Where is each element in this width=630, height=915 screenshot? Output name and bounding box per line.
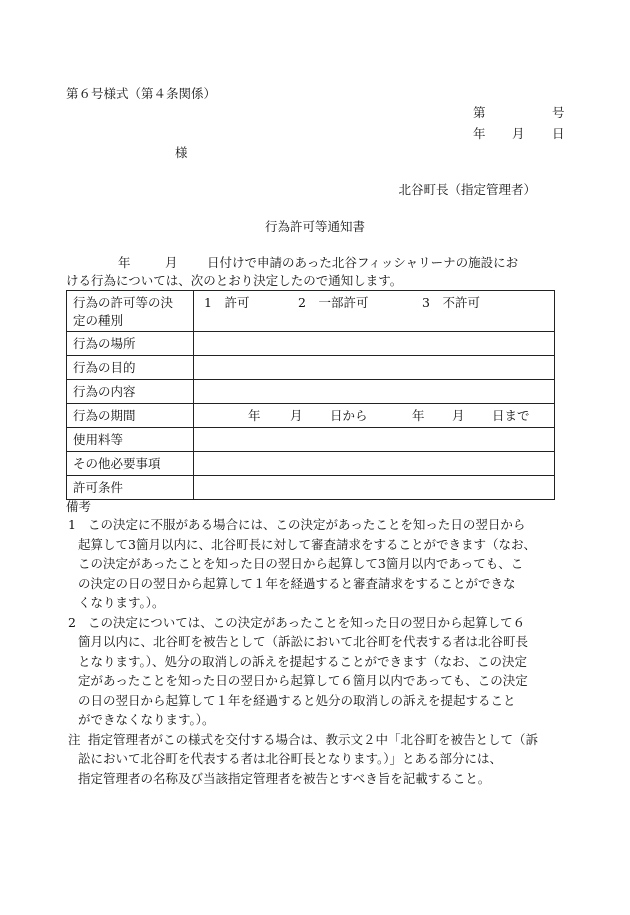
type-label-line-2: 定の種別 <box>73 313 124 328</box>
intro-year: 年 <box>118 255 131 270</box>
remarks-notes <box>66 515 566 788</box>
date-month: 月 <box>512 126 525 141</box>
period-day-until: 日まで <box>492 408 530 423</box>
note-2-line: 箇月以内に、北谷町を被告として（訴訟において北谷町を代表する者は北谷町長 <box>78 634 529 649</box>
table-row <box>67 452 555 476</box>
note-3-line: 指定管理者の名称及び当該指定管理者を被告とすべき旨を記載すること。 <box>78 770 491 786</box>
form-number: 第６号様式（第４条関係） <box>66 86 217 101</box>
note-2-line: の日の翌日から起算して１年を経過すると処分の取消しの訴えを提起すること <box>78 692 516 708</box>
note-3-mark: 注 <box>68 731 81 747</box>
note-3 <box>66 730 566 789</box>
sender: 北谷町長（指定管理者） <box>398 182 536 197</box>
note-2-mark: 2 <box>68 614 76 630</box>
intro-line-1-text: 日付けで申請のあった北谷フィッシャリーナの施設にお <box>207 255 519 270</box>
note-3-line: 指定管理者がこの様式を交付する場合は、教示文２中「北谷町を被告として（訴 <box>88 731 539 747</box>
note-2-line: ができなくなります。）。 <box>78 712 215 727</box>
table-row <box>67 428 555 452</box>
value-place <box>194 332 555 356</box>
number-prefix: 第 <box>473 105 486 120</box>
period-month-1: 月 <box>290 408 303 423</box>
row-label-period: 行為の期間 <box>67 404 194 428</box>
note-1 <box>66 515 566 613</box>
intro-paragraph <box>66 254 564 290</box>
value-content <box>194 380 555 404</box>
note-1-mark: 1 <box>68 517 76 532</box>
permit-table <box>66 290 555 500</box>
row-label-fees: 使用料等 <box>67 428 194 452</box>
note-3-line: 訟において北谷町を代表する者は北谷町長となります。）」とある部分には、 <box>78 751 503 766</box>
number-suffix: 号 <box>552 105 565 120</box>
note-2 <box>66 613 566 730</box>
note-2-line: この決定については、この決定があったことを知った日の翌日から起算して６ <box>88 614 526 630</box>
value-fees <box>194 428 555 452</box>
type-options-cell <box>194 291 555 332</box>
remarks-heading: 備考 <box>66 499 92 514</box>
note-2-line: 定があったことを知った日の翌日から起算して６箇月以内であっても、この決定 <box>78 673 528 688</box>
row-label-place: 行為の場所 <box>67 332 194 356</box>
option-partial-permit: 2 一部許可 <box>298 295 369 310</box>
row-label-content: 行為の内容 <box>67 380 194 404</box>
intro-line-2: ける行為については、次のとおり決定したので通知します。 <box>66 273 403 288</box>
row-label-purpose: 行為の目的 <box>67 356 194 380</box>
table-row <box>67 356 555 380</box>
addressee: 様 <box>175 145 188 160</box>
note-1-line: の決定の日の翌日から起算して１年を経過すると審査請求をすることができな <box>78 575 516 591</box>
row-label-type <box>67 291 194 332</box>
value-other <box>194 452 555 476</box>
document-title: 行為許可等通知書 <box>264 219 365 234</box>
table-row <box>67 332 555 356</box>
note-1-line: くなります。）。 <box>78 595 165 610</box>
option-no-permit: 3 不許可 <box>422 295 480 310</box>
value-conditions <box>194 476 555 500</box>
table-row <box>67 291 555 332</box>
date-day: 日 <box>552 126 565 141</box>
note-1-line: この決定に不服がある場合には、この決定があったことを知った日の翌日から <box>88 517 526 532</box>
table-row <box>67 404 555 428</box>
period-month-2: 月 <box>452 408 465 423</box>
intro-month: 月 <box>165 255 178 270</box>
table-row <box>67 476 555 500</box>
value-purpose <box>194 356 555 380</box>
option-permit: 1 許可 <box>204 295 250 310</box>
note-1-line: 起算して3箇月以内に、北谷町長に対して審査請求をすることができます（なお、 <box>78 536 536 552</box>
period-day-from: 日から <box>330 408 368 423</box>
type-label-line-1: 行為の許可等の決 <box>73 295 174 310</box>
period-year-2: 年 <box>412 408 425 423</box>
value-period <box>194 404 555 428</box>
row-label-other: その他必要事項 <box>67 452 194 476</box>
date-year: 年 <box>473 126 486 141</box>
note-2-line: となります。）、処分の取消しの訴えを提起することができます（なお、この決定 <box>78 653 528 669</box>
row-label-conditions: 許可条件 <box>67 476 194 500</box>
table-row <box>67 380 555 404</box>
note-1-line: この決定があったことを知った日の翌日から起算して3箇月以内であっても、こ <box>78 556 524 571</box>
intro-line-1 <box>66 254 564 272</box>
period-year-1: 年 <box>248 408 261 423</box>
